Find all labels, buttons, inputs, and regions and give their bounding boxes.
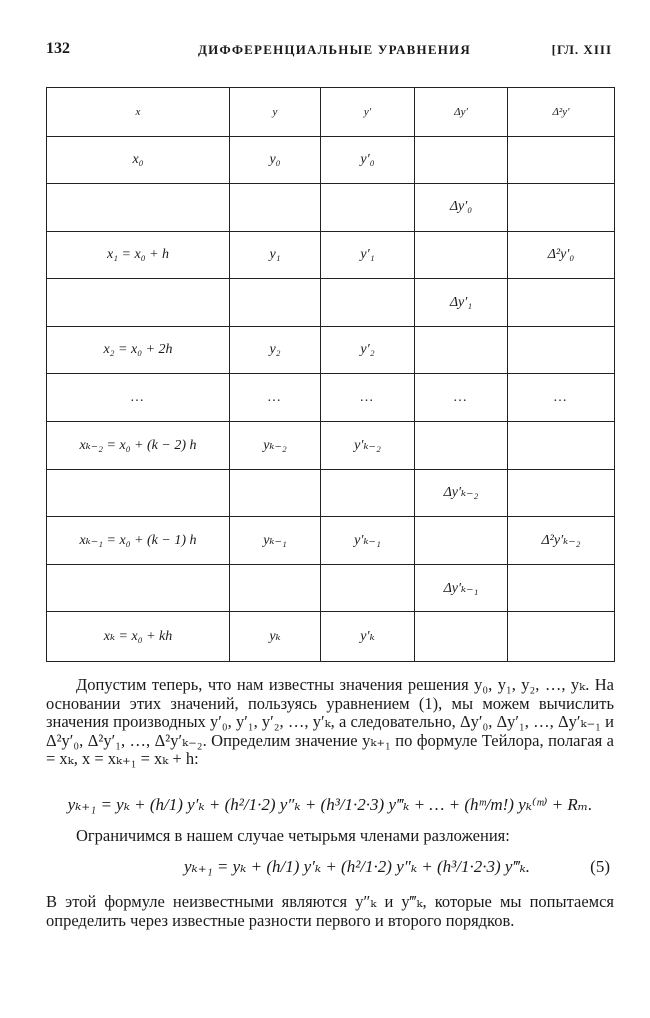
page-header: [46, 40, 612, 62]
table-cell: [508, 279, 615, 327]
table-row: [47, 469, 615, 517]
table-cell: yₖ₋₁: [230, 517, 321, 565]
table-row: [47, 374, 615, 422]
table-cell: [508, 136, 615, 184]
table-cell: Δy′ₖ₋₂: [415, 469, 508, 517]
truncated-taylor-formula: yₖ₊₁ = yₖ + (h/1) y′ₖ + (h²/1·2) y″ₖ + (h³/1·2·3) y‴ₖ.: [184, 857, 531, 876]
table-row: [47, 612, 615, 662]
table-cell: [415, 326, 508, 374]
running-title: ДИФФЕРЕНЦИАЛЬНЫЕ УРАВНЕНИЯ: [198, 42, 471, 57]
table-header-row: [47, 88, 615, 137]
table-cell: [415, 422, 508, 470]
page-number: 132: [46, 40, 70, 57]
table-row: [47, 231, 615, 279]
table-cell: [415, 612, 508, 662]
table-cell: y′ₖ: [321, 612, 415, 662]
table-cell: …: [415, 374, 508, 422]
table-row: [47, 136, 615, 184]
table-cell: [47, 184, 230, 232]
table-row: [47, 279, 615, 327]
table-row: [47, 564, 615, 612]
table-cell: [415, 136, 508, 184]
table-cell: [230, 469, 321, 517]
table-row: [47, 326, 615, 374]
chapter-label: [ГЛ. XIII: [551, 42, 612, 57]
table-cell: xₖ₋₁ = x₀ + (k − 1) h: [47, 517, 230, 565]
table-row: [47, 517, 615, 565]
table-cell: [508, 326, 615, 374]
table-cell: x₂ = x₀ + 2h: [47, 326, 230, 374]
table-cell: [508, 469, 615, 517]
table-cell: [230, 564, 321, 612]
table-cell: y₀: [230, 136, 321, 184]
table-cell: y′₀: [321, 136, 415, 184]
table-cell: x₀: [47, 136, 230, 184]
table-cell: [508, 564, 615, 612]
table-cell: y′₂: [321, 326, 415, 374]
table-cell: [47, 279, 230, 327]
table-cell: …: [508, 374, 615, 422]
paragraph-truncation: Ограничимся в нашем случае четырьмя членами разложения:: [76, 826, 510, 845]
table-cell: y′₁: [321, 231, 415, 279]
table-row: [47, 184, 615, 232]
header-x: x: [47, 88, 230, 137]
table-cell: [415, 231, 508, 279]
table-cell: Δy′₀: [415, 184, 508, 232]
table-cell: [321, 184, 415, 232]
difference-table: [46, 87, 615, 662]
table-cell: Δ²y′₀: [508, 231, 615, 279]
taylor-series-equation: yₖ₊₁ = yₖ + (h/1) y′ₖ + (h²/1·2) y″ₖ + (h³/1·2·3) y‴ₖ + … + (hᵐ/m!) yₖ⁽ᵐ⁾ + Rₘ.: [67, 795, 593, 814]
table-cell: [47, 564, 230, 612]
table-cell: [321, 564, 415, 612]
table-cell: …: [230, 374, 321, 422]
table-cell: y′ₖ₋₂: [321, 422, 415, 470]
paragraph-taylor-intro: Допустим теперь, что нам известны значения решения y₀, y₁, y₂, …, yₖ. На основании этих значений, пользуясь уравнением (1), мы можем вычислить значения производных y′₀, y′₁, y′₂, …, y′ₖ, а следовательно, Δy′₀, Δy′₁, …, Δy′ₖ₋₁ и Δ²y′₀, Δ²y′₁, …, Δ²y′ₖ₋₂. Определим значение yₖ₊₁ по формуле Тейлора, полагая a = xₖ, x = xₖ₊₁ = xₖ + h:: [46, 675, 614, 768]
table-cell: [321, 469, 415, 517]
table-cell: [508, 184, 615, 232]
table-cell: yₖ₋₂: [230, 422, 321, 470]
header-delta-dy: Δy′: [415, 88, 508, 137]
table-cell: y₂: [230, 326, 321, 374]
table-cell: y₁: [230, 231, 321, 279]
table-cell: x₁ = x₀ + h: [47, 231, 230, 279]
paragraph-unknowns: В этой формуле неизвестными являются y″ₖ и y‴ₖ, которые мы попытаемся определить через известные разности первого и второго порядков.: [46, 892, 614, 930]
table-cell: xₖ = x₀ + kh: [47, 612, 230, 662]
table-cell: y′ₖ₋₁: [321, 517, 415, 565]
table-cell: Δy′₁: [415, 279, 508, 327]
table-cell: [508, 422, 615, 470]
table-cell: [321, 279, 415, 327]
table-cell: …: [321, 374, 415, 422]
table-cell: Δ²y′ₖ₋₂: [508, 517, 615, 565]
table-cell: [47, 469, 230, 517]
header-delta2-dy: Δ²y′: [508, 88, 615, 137]
table-cell: [415, 517, 508, 565]
table-cell: yₖ: [230, 612, 321, 662]
equation-number: (5): [590, 857, 610, 876]
header-dy: y′: [321, 88, 415, 137]
table-row: [47, 422, 615, 470]
table-cell: [230, 279, 321, 327]
table-cell: [508, 612, 615, 662]
table-cell: Δy′ₖ₋₁: [415, 564, 508, 612]
table-cell: [230, 184, 321, 232]
table-cell: xₖ₋₂ = x₀ + (k − 2) h: [47, 422, 230, 470]
header-y: y: [230, 88, 321, 137]
table-cell: …: [47, 374, 230, 422]
